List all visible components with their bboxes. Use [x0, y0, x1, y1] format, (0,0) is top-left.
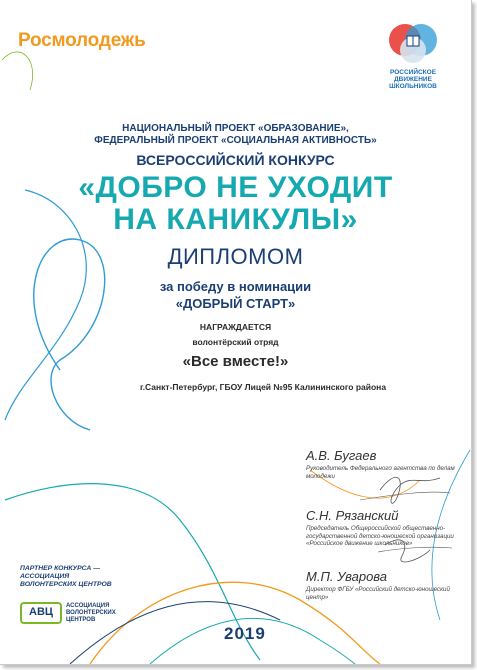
partner-caption: [20, 565, 112, 589]
title-line-1: «ДОБРО НЕ УХОДИТ: [78, 171, 393, 204]
avc-text-2: ВОЛОНТЕРСКИХ: [66, 609, 116, 616]
avc-abbr: АВЦ: [29, 606, 53, 618]
rdsh-caption: РОССИЙСКОЕ ДВИЖЕНИЕ ШКОЛЬНИКОВ: [389, 69, 437, 90]
federal-project-line: ФЕДЕРАЛЬНЫЙ ПРОЕКТ «СОЦИАЛЬНАЯ АКТИВНОСТЬ»: [94, 135, 377, 146]
signer-position: Директор ФГБУ «Российский детско-юношеский центр»: [306, 586, 450, 601]
signer-name: С.Н. Рязанский: [306, 508, 399, 523]
title-line-2: НА КАНИКУЛЫ»: [113, 203, 358, 236]
signer-position: Председатель Общероссийской общественно-государственной детско-юношеской организации «Российское движение школьников»: [306, 525, 454, 547]
signer-name: А.В. Бугаев: [306, 448, 377, 463]
avc-text-1: АССОЦИАЦИЯ: [66, 602, 110, 609]
avc-badge: [20, 602, 62, 624]
partner-line-3: ВОЛОНТЕРСКИХ ЦЕНТРОВ: [20, 581, 112, 588]
avc-logo: [20, 602, 116, 624]
team-name: «Все вместе!»: [182, 353, 289, 370]
team-label: волонтёрский отряд: [192, 337, 279, 347]
nomination-line-1: за победу в номинации: [159, 279, 312, 294]
national-project-line: НАЦИОНАЛЬНЫЙ ПРОЕКТ «ОБРАЗОВАНИЕ»,: [122, 123, 349, 134]
city-school: г.Санкт-Петербург, ГБОУ Лицей №95 Калининского района: [140, 382, 387, 392]
avc-logo-text: [66, 603, 116, 624]
awarded-label: НАГРАЖДАЕТСЯ: [199, 322, 272, 332]
signer-position: Руководитель Федерального агентства по делам молодежи: [306, 465, 455, 480]
nomination-line-2: «ДОБРЫЙ СТАРТ»: [175, 296, 296, 311]
year: 2019: [224, 624, 266, 643]
signer-name: М.П. Уварова: [306, 569, 388, 584]
partner-line-1: ПАРТНЕР КОНКУРСА —: [20, 565, 101, 572]
diploma-heading: ДИПЛОМОМ: [167, 244, 304, 269]
rosmolodezh-logo: Росмолодежь: [18, 30, 146, 51]
avc-text-3: ЦЕНТРОВ: [66, 616, 96, 623]
partner-line-2: АССОЦИАЦИЯ: [20, 573, 70, 580]
contest-label: ВСЕРОССИЙСКИЙ КОНКУРС: [136, 152, 335, 168]
